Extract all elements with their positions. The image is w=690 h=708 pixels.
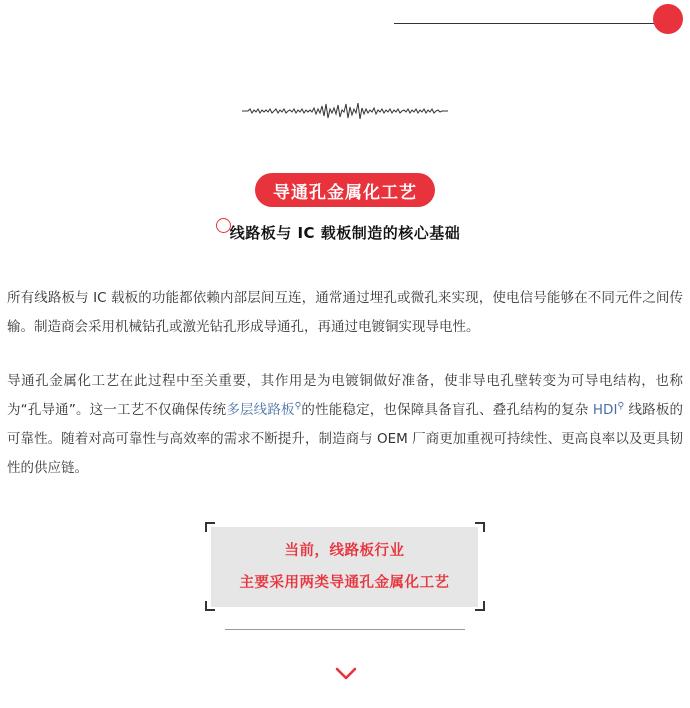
search-icon: ⚲ xyxy=(617,401,625,412)
paragraph-2 xyxy=(7,367,683,483)
hdi-link[interactable]: HDI xyxy=(592,402,618,418)
waveform-decor xyxy=(242,100,448,122)
top-decor-line xyxy=(394,23,664,24)
paragraph-2-text-a: 导通孔金属化工艺在此过程中至关重要，其作用是为电镀铜做好准备，使非导电孔壁转变为可导电结构，也称为“孔导通”。这一工艺不仅确保传统 xyxy=(7,373,683,418)
paragraph-2-text-b: 的性能稳定，也保障具备盲孔、叠孔结构的复杂 xyxy=(301,402,593,418)
divider xyxy=(225,629,465,630)
callout-box xyxy=(211,527,478,607)
paragraph-2-text-c: 线路板的可靠性。随着对高可靠性与高效率的需求不断提升，制造商与 OEM 厂商更加重视可持续性、更高良率以及更具韧性的供应链。 xyxy=(7,402,683,476)
callout-line-2: 主要采用两类导通孔金属化工艺 xyxy=(239,575,450,591)
search-icon: ⚲ xyxy=(294,401,302,412)
callout-line-1: 当前，线路板行业 xyxy=(284,543,405,559)
section-subtitle: 线路板与 IC 载板制造的核心基础 xyxy=(229,224,461,242)
chevron-down-icon[interactable] xyxy=(334,666,358,682)
paragraph-1: 所有线路板与 IC 载板的功能都依赖内部层间互连，通常通过埋孔或微孔来实现，使电信号能够在不同元件之间传输。制造商会采用机械钻孔或激光钻孔形成导通孔，再通过电镀铜实现导电性。 xyxy=(7,290,683,335)
multilayer-pcb-link[interactable]: 多层线路板 xyxy=(226,402,295,418)
top-decor-dot xyxy=(653,4,683,34)
section-title-pill: 导通孔金属化工艺 xyxy=(255,173,435,207)
